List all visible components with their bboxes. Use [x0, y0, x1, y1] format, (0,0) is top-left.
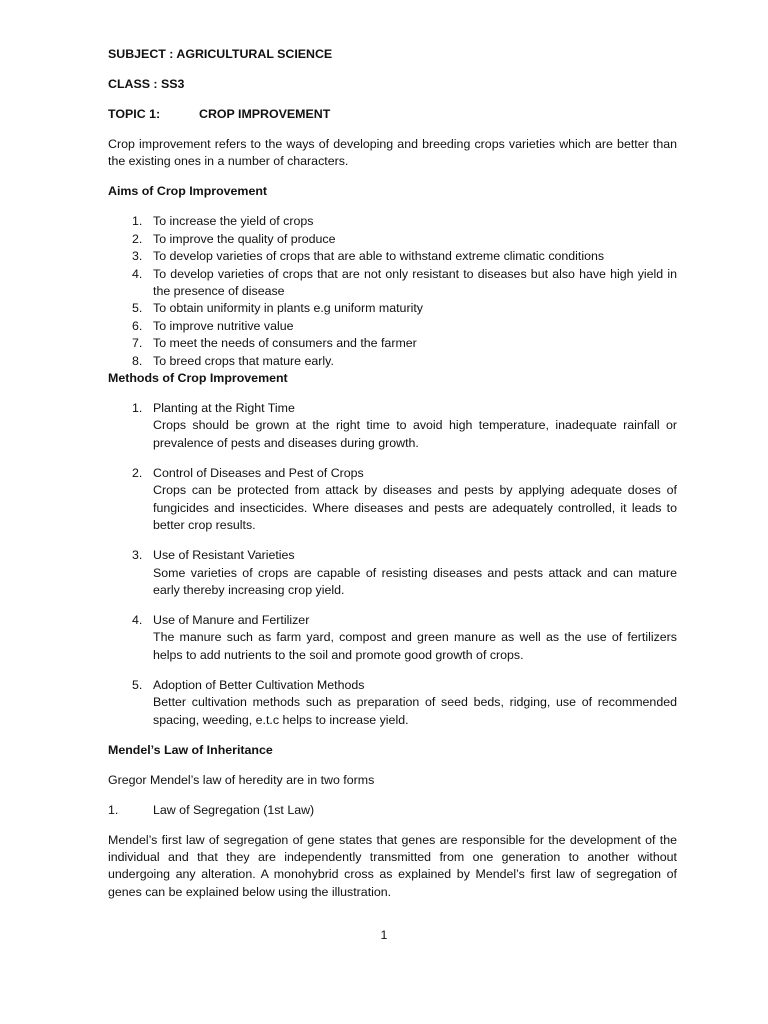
- aim-text: To obtain uniformity in plants e.g uniform maturity: [153, 301, 423, 316]
- subject-line: SUBJECT : AGRICULTURAL SCIENCE: [108, 47, 333, 61]
- methods-heading: Methods of Crop Improvement: [108, 371, 288, 386]
- aim-number-text: 1.: [132, 214, 143, 229]
- aim-number: [108, 266, 153, 301]
- mendel-heading: Mendel’s Law of Inheritance: [108, 742, 273, 757]
- method-number-text: 5.: [132, 677, 143, 692]
- law-title: Law of Segregation (1st Law): [153, 802, 315, 817]
- method-body: [153, 612, 677, 664]
- method-number: [108, 677, 153, 729]
- aim-number: [108, 335, 153, 352]
- topic-title: CROP IMPROVEMENT: [199, 107, 331, 121]
- method-description: Crops can be protected from attack by diseases and pests by applying adequate doses of fungicides and insecticides. Where diseases and pests are adequately controlled, it leads to better crop results.: [153, 483, 677, 533]
- method-body: [153, 677, 677, 729]
- method-title: Use of Resistant Varieties: [153, 548, 295, 563]
- mendel-paragraph: Mendel’s first law of segregation of gene states that genes are responsible for the development of the individual and that they are independently transmitted from one generation to another without undergoing any alteration. A monohybrid cross as explained by Mendel’s first law of segregation of genes can be explained below using the illustration.: [108, 832, 677, 899]
- method-list-item: [108, 400, 677, 452]
- aim-text: To meet the needs of consumers and the farmer: [153, 336, 417, 351]
- aim-number: [108, 248, 153, 265]
- method-title: Use of Manure and Fertilizer: [153, 612, 310, 627]
- aim-text: To develop varieties of crops that are able to withstand extreme climatic conditions: [153, 249, 605, 264]
- aim-text: To increase the yield of crops: [153, 214, 314, 229]
- method-number: [108, 547, 153, 599]
- aim-number: [108, 353, 153, 370]
- aim-number-text: 4.: [132, 266, 143, 281]
- aim-text: To develop varieties of crops that are not only resistant to diseases but also have high yield in the presence of disease: [153, 266, 677, 299]
- method-number: [108, 465, 153, 535]
- aims-heading: Aims of Crop Improvement: [108, 184, 268, 199]
- method-list-item: [108, 677, 677, 729]
- aim-number: [108, 213, 153, 230]
- methods-list: [108, 400, 677, 729]
- document-page: [108, 46, 677, 901]
- method-description: Some varieties of crops are capable of resisting diseases and pests attack and can mature early thereby increasing crop yield.: [153, 565, 677, 597]
- aim-text: To improve the quality of produce: [153, 231, 336, 246]
- method-list-item: [108, 465, 677, 535]
- aim-list-item: [108, 248, 677, 265]
- method-body: [153, 400, 677, 452]
- aim-number-text: 5.: [132, 301, 143, 316]
- method-number: [108, 612, 153, 664]
- aim-number: [108, 318, 153, 335]
- aim-number-text: 8.: [132, 353, 143, 368]
- aim-list-item: [108, 353, 677, 370]
- method-body: [153, 547, 677, 599]
- aims-list: [108, 213, 677, 370]
- method-number-text: 2.: [132, 465, 143, 480]
- intro-paragraph: Crop improvement refers to the ways of developing and breeding crops varieties which are better than the existing ones in a number of characters.: [108, 137, 677, 169]
- aim-number-text: 3.: [132, 249, 143, 264]
- aim-list-item: [108, 231, 677, 248]
- aim-list-item: [108, 300, 677, 317]
- method-title: Planting at the Right Time: [153, 401, 295, 416]
- aim-number-text: 2.: [132, 231, 143, 246]
- aim-list-item: [108, 266, 677, 301]
- aim-text: To breed crops that mature early.: [153, 353, 334, 368]
- method-number-text: 1.: [132, 401, 143, 416]
- topic-label: TOPIC 1:: [108, 107, 161, 121]
- method-body: [153, 465, 677, 535]
- method-description: The manure such as farm yard, compost and green manure as well as the use of fertilizers helps to add nutrients to the soil and promote good growth of crops.: [153, 630, 677, 662]
- law-number: 1.: [108, 802, 119, 817]
- page-number: 1: [380, 928, 388, 942]
- method-description: Better cultivation methods such as preparation of seed beds, ridging, use of recommended spacing, weeding, e.t.c helps to increase yield.: [153, 695, 677, 727]
- aim-text: To improve nutritive value: [153, 318, 294, 333]
- aim-list-item: [108, 318, 677, 335]
- aim-number: [108, 300, 153, 317]
- method-title: Adoption of Better Cultivation Methods: [153, 677, 365, 692]
- aim-number: [108, 231, 153, 248]
- method-number: [108, 400, 153, 452]
- law-segregation-line: [108, 802, 677, 819]
- class-line: CLASS : SS3: [108, 77, 185, 91]
- aim-list-item: [108, 335, 677, 352]
- method-number-text: 3.: [132, 548, 143, 563]
- mendel-intro: Gregor Mendel’s law of heredity are in two forms: [108, 772, 375, 787]
- aim-number-text: 6.: [132, 318, 143, 333]
- method-list-item: [108, 612, 677, 664]
- method-list-item: [108, 547, 677, 599]
- aim-list-item: [108, 213, 677, 230]
- method-title: Control of Diseases and Pest of Crops: [153, 465, 364, 480]
- aim-number-text: 7.: [132, 336, 143, 351]
- topic-line: [108, 106, 677, 123]
- method-description: Crops should be grown at the right time to avoid high temperature, inadequate rainfall or prevalence of pests and diseases during growth.: [153, 418, 677, 450]
- method-number-text: 4.: [132, 612, 143, 627]
